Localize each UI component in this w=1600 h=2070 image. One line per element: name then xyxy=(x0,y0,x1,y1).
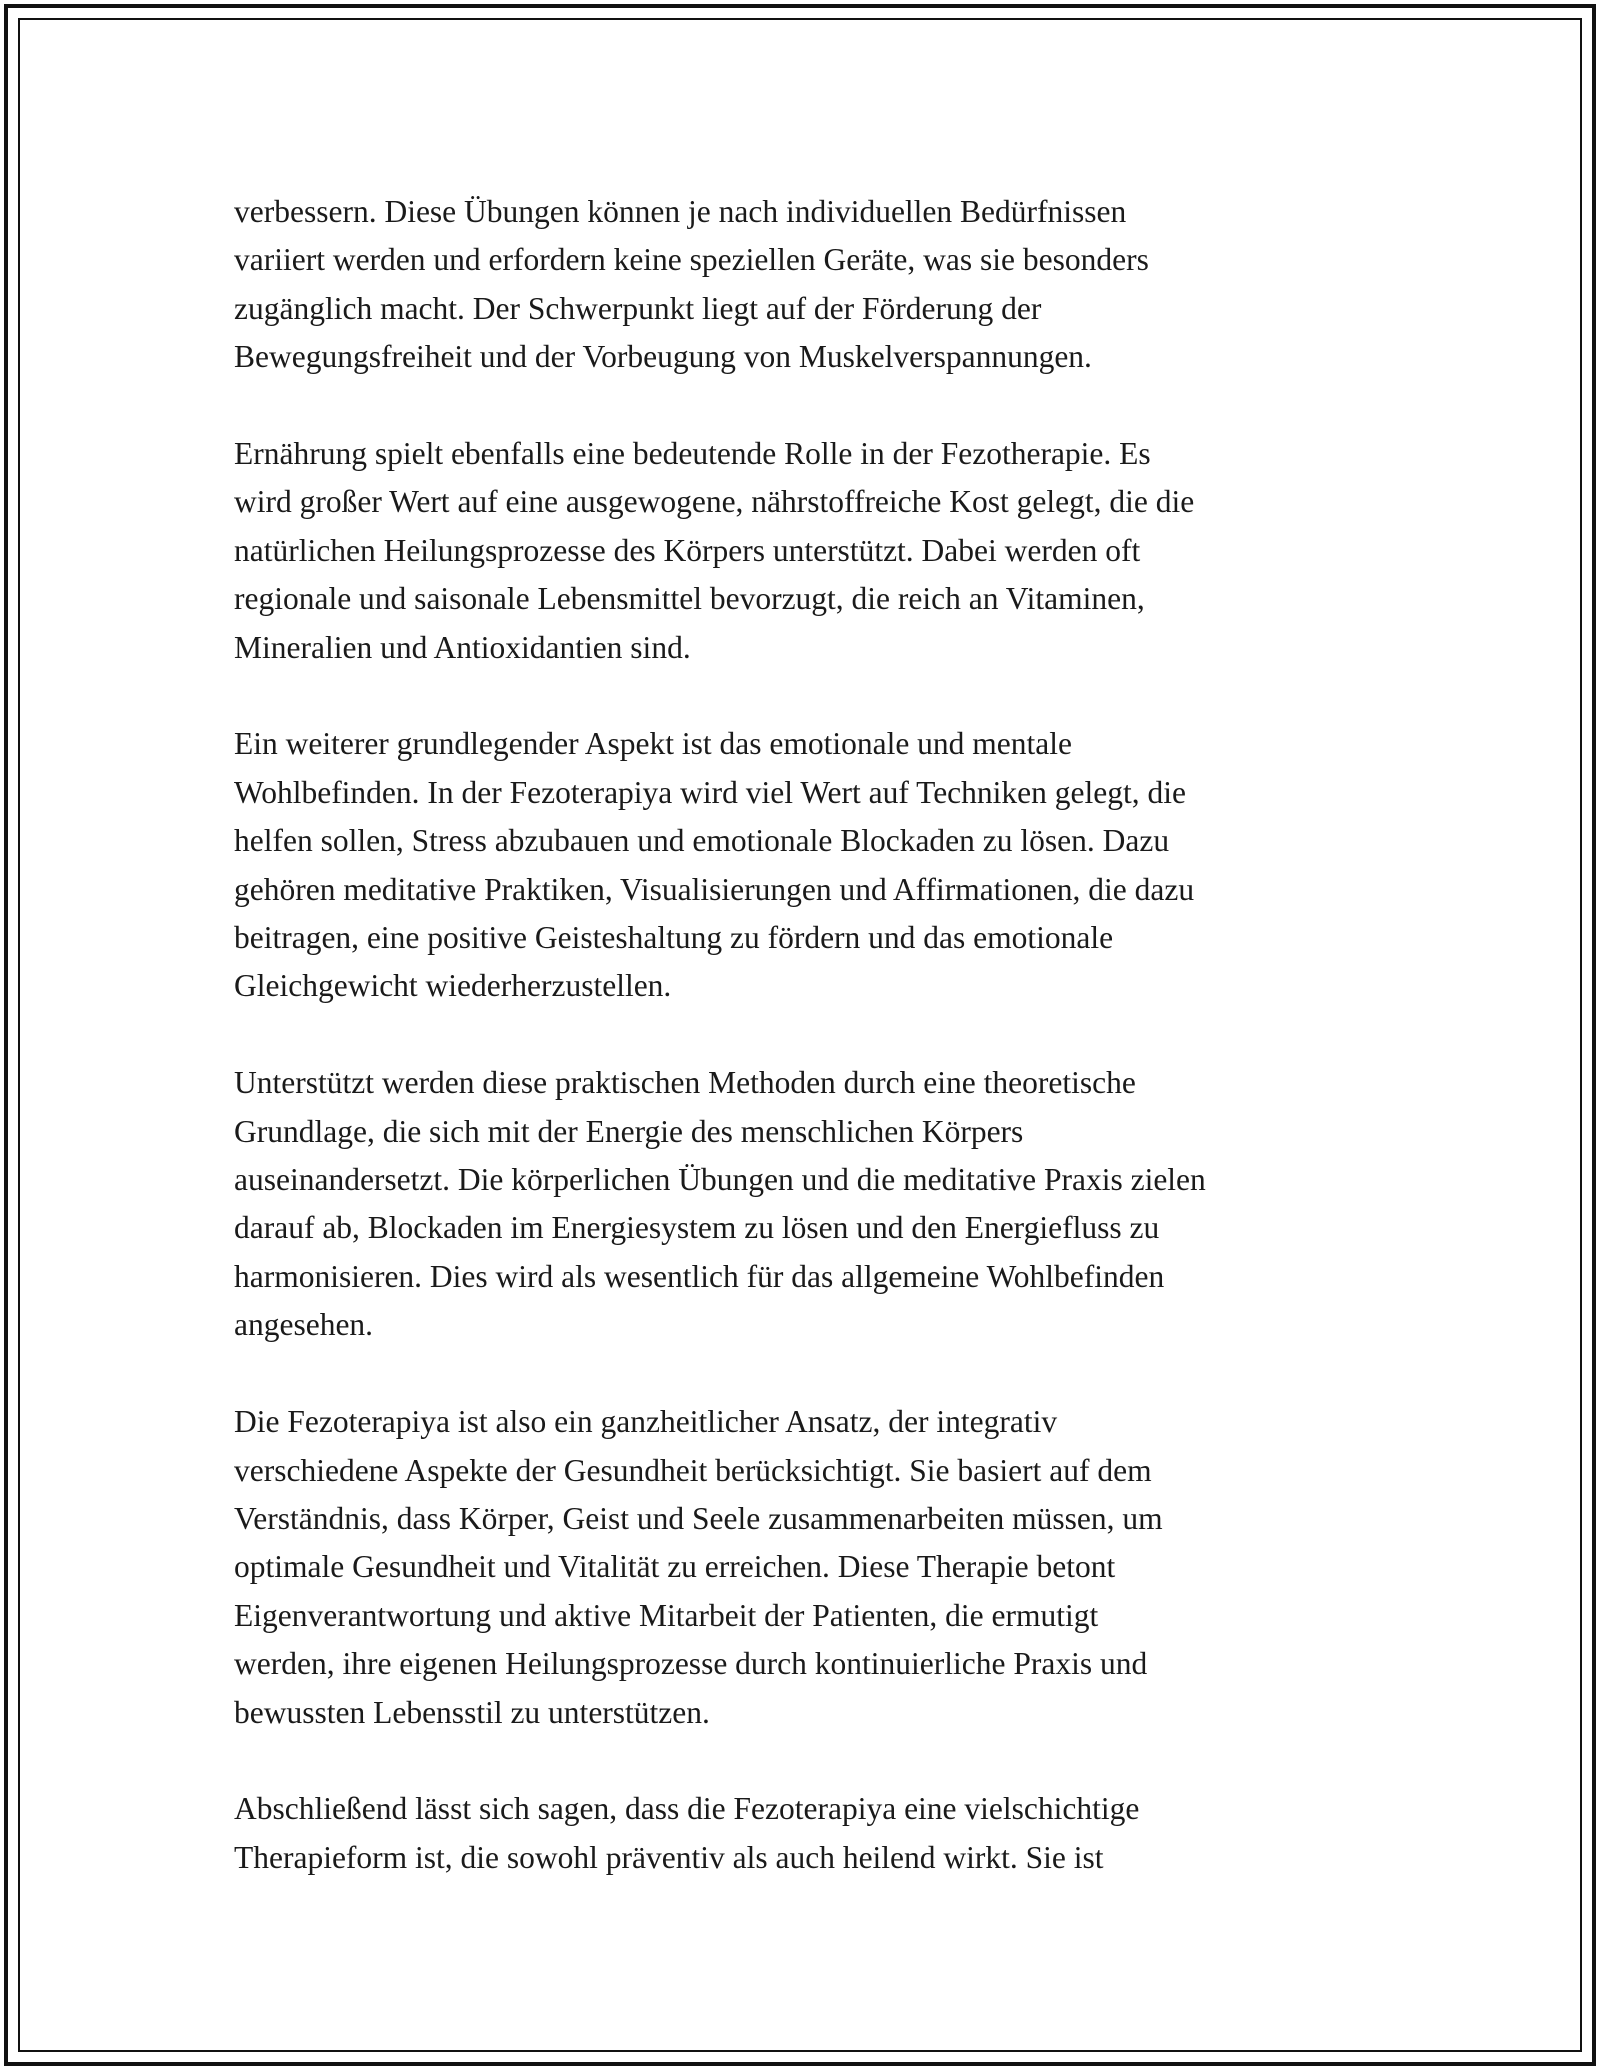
text-line: verbessern. Diese Übungen können je nach individuellen Bedürfnissen xyxy=(234,194,1127,229)
text-line: angesehen. xyxy=(234,1307,374,1343)
text-line: optimale Gesundheit und Vitalität zu erreichen. Diese Therapie betont xyxy=(234,1549,1116,1585)
text-line: auseinandersetzt. Die körperlichen Übungen und die meditative Praxis zielen xyxy=(234,1162,1206,1198)
paragraph-theory xyxy=(234,1059,1374,1349)
text-line: natürlichen Heilungsprozesse des Körpers unterstützt. Dabei werden oft xyxy=(234,532,1141,568)
text-line: Eigenverantwortung und aktive Mitarbeit der Patienten, die ermutigt xyxy=(234,1597,1099,1633)
text-line: helfen sollen, Stress abzubauen und emotionale Blockaden zu lösen. Dazu xyxy=(234,823,1170,859)
paragraph-nutrition xyxy=(234,430,1374,672)
text-line: darauf ab, Blockaden im Energiesystem zu lösen und den Energiefluss zu xyxy=(234,1210,1160,1246)
text-line: beitragen, eine positive Geisteshaltung zu fördern und das emotionale xyxy=(234,920,1114,956)
paragraph-emotional-wellbeing xyxy=(234,720,1374,1010)
text-line: Mineralien und Antioxidantien sind. xyxy=(234,629,691,665)
text-line: bewussten Lebensstil zu unterstützen. xyxy=(234,1694,710,1730)
text-line: harmonisieren. Dies wird als wesentlich für das allgemeine Wohlbefinden xyxy=(234,1258,1165,1294)
text-line: Ein weiterer grundlegender Aspekt ist das emotionale und mentale xyxy=(234,726,1072,762)
text-line: Wohlbefinden. In der Fezoterapiya wird viel Wert auf Techniken gelegt, die xyxy=(234,774,1186,810)
text-line: Unterstützt werden diese praktischen Methoden durch eine theoretische xyxy=(234,1065,1136,1101)
text-line: regionale und saisonale Lebensmittel bevorzugt, die reich an Vitaminen, xyxy=(234,581,1145,617)
text-line: wird großer Wert auf eine ausgewogene, nährstoffreiche Kost gelegt, die die xyxy=(234,484,1195,520)
text-line: Verständnis, dass Körper, Geist und Seele zusammenarbeiten müssen, um xyxy=(234,1500,1163,1536)
text-line: werden, ihre eigenen Heilungsprozesse durch kontinuierliche Praxis und xyxy=(234,1646,1148,1682)
paragraph-exercises xyxy=(234,188,1374,382)
paragraph-conclusion xyxy=(234,1785,1374,1882)
text-line: Ernährung spielt ebenfalls eine bedeutende Rolle in der Fezotherapie. Es xyxy=(234,436,1151,472)
text-line: gehören meditative Praktiken, Visualisierungen und Affirmationen, die dazu xyxy=(234,871,1195,907)
text-line: Die Fezoterapiya ist also ein ganzheitlicher Ansatz, der integrativ xyxy=(234,1404,1058,1440)
text-line: Bewegungsfreiheit und der Vorbeugung von Muskelverspannungen. xyxy=(234,339,1092,375)
text-line: variiert werden und erfordern keine speziellen Geräte, was sie besonders xyxy=(234,242,1149,278)
text-line: zugänglich macht. Der Schwerpunkt liegt auf der Förderung der xyxy=(234,290,1042,326)
paragraph-holistic-approach xyxy=(234,1398,1374,1737)
text-line: verschiedene Aspekte der Gesundheit berücksichtigt. Sie basiert auf dem xyxy=(234,1452,1152,1488)
text-line: Therapieform ist, die sowohl präventiv als auch heilend wirkt. Sie ist xyxy=(234,1839,1104,1875)
text-line: Gleichgewicht wiederherzustellen. xyxy=(234,968,672,1004)
text-line: Grundlage, die sich mit der Energie des menschlichen Körpers xyxy=(234,1113,1024,1149)
document-body xyxy=(234,188,1374,1931)
text-line: Abschließend lässt sich sagen, dass die Fezoterapiya eine vielschichtige xyxy=(234,1791,1140,1827)
